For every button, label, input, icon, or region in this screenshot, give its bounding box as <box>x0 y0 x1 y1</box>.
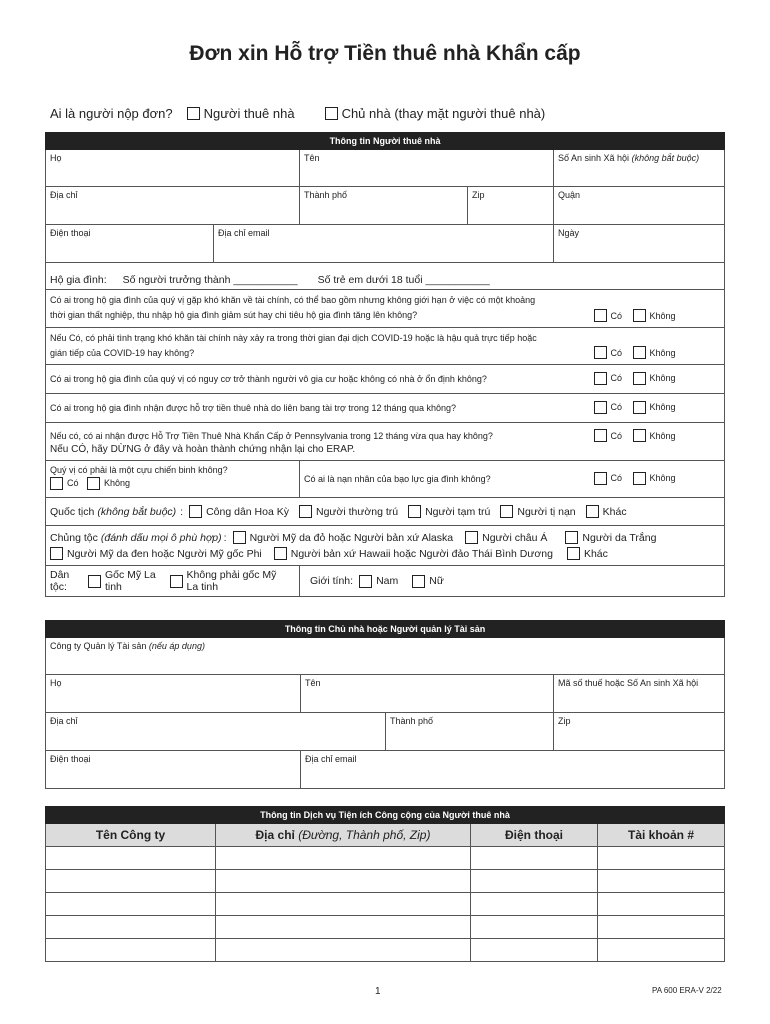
race-checkbox[interactable] <box>465 531 478 544</box>
federal-assistance-question: Có ai trong hộ gia đình nhận được hỗ trợ tiền thuê nhà do liên bang tài trợ trong 12 tháng qua không? <box>50 402 457 413</box>
veteran-no-label: Không <box>104 478 131 488</box>
applicant-question-row <box>50 106 545 121</box>
veteran-question: Quý vị có phải là một cựu chiến binh không? <box>50 465 228 475</box>
ethnicity-option[interactable] <box>88 569 160 593</box>
citizenship-row: Quốc tịch (không bắt buộc) : Công dân Hoa Kỳ Người thường trú Người tạm trú Người tị nạn Khác <box>50 505 627 518</box>
household-adults[interactable]: Số người trưởng thành ___________ <box>122 274 298 286</box>
federal-no-label: Không <box>649 402 676 412</box>
citizenship-option-label: Công dân Hoa Kỳ <box>206 505 289 518</box>
violence-question: Có ai là nạn nhân của bạo lực gia đình không? <box>304 473 491 484</box>
covid-question: Nếu Có, có phải tình trạng khó khăn tài chính này xảy ra trong thời gian đại dịch COVID-19 hoặc là hậu quả trực tiếp hoặc gián tiếp của COVID-19 hay không? <box>50 333 537 358</box>
tenant-first-name-field[interactable] <box>300 150 554 187</box>
covid-no-label: Không <box>649 347 676 358</box>
race-option-label: Người Mỹ da đỏ hoặc Người bản xứ Alaska <box>249 531 454 544</box>
covid-yes-checkbox[interactable] <box>594 346 607 359</box>
tenant-info-table <box>45 132 725 597</box>
race-checkbox[interactable] <box>50 547 63 560</box>
race-checkbox[interactable] <box>233 531 246 544</box>
hardship-no-option[interactable] <box>633 309 676 322</box>
federal-yes-label: Có <box>610 402 623 412</box>
utility-info-table <box>45 806 725 962</box>
tenant-zip-field[interactable] <box>468 187 554 225</box>
erap-yes-label: Có <box>610 430 623 441</box>
citizenship-checkbox[interactable] <box>586 505 599 518</box>
gender-option[interactable] <box>359 575 398 588</box>
gender-option-label: Nữ <box>429 575 444 587</box>
landlord-city-field[interactable] <box>386 713 554 751</box>
tenant-address-field[interactable] <box>46 187 300 225</box>
race-option[interactable] <box>465 530 547 546</box>
federal-yes-option[interactable] <box>594 401 623 414</box>
tenant-section-header: Thông tin Người thuê nhà <box>46 133 725 150</box>
tenant-county-label: Quận <box>558 190 581 200</box>
landlord-section-header: Thông tin Chủ nhà hoặc Người quản lý Tài sản <box>46 621 725 638</box>
erap-stop-note: Nếu CÓ, hãy DỪNG ở đây và hoàn thành chứng nhận lại cho ERAP. <box>50 444 356 455</box>
landlord-last-name-label: Họ <box>50 678 62 688</box>
race-option[interactable] <box>565 530 656 546</box>
landlord-tax-id-field[interactable] <box>554 675 725 713</box>
federal-no-option[interactable] <box>633 401 676 414</box>
race-checkbox[interactable] <box>565 531 578 544</box>
ethnicity-label: Dân tộc: <box>50 569 70 593</box>
utility-row <box>46 893 725 916</box>
landlord-first-name-field[interactable] <box>301 675 554 713</box>
citizenship-option[interactable] <box>586 505 627 518</box>
hardship-no-label: Không <box>649 310 676 321</box>
citizenship-checkbox[interactable] <box>189 505 202 518</box>
utility-col-address-label: Địa chỉ <box>255 828 295 842</box>
utility-cell[interactable] <box>598 916 725 939</box>
utility-cell[interactable] <box>46 870 216 893</box>
violence-yes-label: Có <box>610 473 623 483</box>
erap-no-option[interactable] <box>633 429 676 442</box>
tenant-last-name-field[interactable] <box>46 150 300 187</box>
citizenship-option[interactable] <box>500 505 575 518</box>
race-option[interactable] <box>233 530 454 546</box>
gender-option-label: Nam <box>376 575 399 587</box>
veteran-yes-label: Có <box>67 478 79 488</box>
tenant-date-label: Ngày <box>558 228 580 238</box>
utility-row <box>46 916 725 939</box>
applicant-tenant-option[interactable] <box>187 106 295 121</box>
gender-checkbox[interactable] <box>359 575 372 588</box>
race-label: Chủng tộc <box>50 531 98 544</box>
utility-cell[interactable] <box>471 870 598 893</box>
covid-no-option[interactable] <box>633 346 676 359</box>
ethnicity-checkbox[interactable] <box>88 575 101 588</box>
utility-row <box>46 939 725 962</box>
landlord-email-field[interactable] <box>301 751 725 789</box>
landlord-address-label: Địa chỉ <box>50 716 78 726</box>
landlord-address-field[interactable] <box>46 713 386 751</box>
erap-no-checkbox[interactable] <box>633 429 646 442</box>
landlord-first-name-label: Tên <box>305 678 321 688</box>
household-children[interactable]: Số trẻ em dưới 18 tuổi ___________ <box>317 274 490 286</box>
homeless-yes-label: Có <box>610 373 623 383</box>
utility-row <box>46 847 725 870</box>
erap-yes-checkbox[interactable] <box>594 429 607 442</box>
race-option[interactable] <box>274 546 553 562</box>
veteran-no-option[interactable] <box>87 477 130 490</box>
violence-no-label: Không <box>649 473 676 483</box>
applicant-tenant-label: Người thuê nhà <box>203 106 295 121</box>
utility-col-address <box>216 824 471 847</box>
citizenship-option-label: Người tạm trú <box>425 505 491 518</box>
household-label: Hộ gia đình: <box>50 274 107 286</box>
utility-section-header: Thông tin Dịch vụ Tiện ích Công cộng của Người thuê nhà <box>46 807 725 824</box>
race-option-label: Khác <box>583 547 608 560</box>
utility-cell[interactable] <box>216 870 471 893</box>
citizenship-option-label: Khác <box>602 505 627 518</box>
citizenship-checkbox[interactable] <box>500 505 513 518</box>
erap-no-label: Không <box>649 430 676 441</box>
landlord-phone-label: Điện thoại <box>50 754 91 764</box>
utility-cell[interactable] <box>216 916 471 939</box>
hardship-yes-option[interactable] <box>594 309 623 322</box>
covid-yes-option[interactable] <box>594 346 623 359</box>
utility-cell[interactable] <box>598 893 725 916</box>
violence-no-checkbox[interactable] <box>633 472 646 485</box>
tenant-ssn-note: (không bắt buộc) <box>631 153 700 163</box>
tenant-city-field[interactable] <box>300 187 468 225</box>
race-checkbox[interactable] <box>274 547 287 560</box>
homeless-yes-option[interactable] <box>594 372 623 385</box>
utility-cell[interactable] <box>598 939 725 962</box>
utility-cell[interactable] <box>46 939 216 962</box>
homeless-yes-checkbox[interactable] <box>594 372 607 385</box>
violence-yes-checkbox[interactable] <box>594 472 607 485</box>
citizenship-checkbox[interactable] <box>408 505 421 518</box>
utility-row <box>46 870 725 893</box>
gender-label: Giới tính: <box>310 575 354 587</box>
tenant-ssn-field[interactable] <box>554 150 725 187</box>
race-option[interactable] <box>567 546 608 562</box>
homeless-question: Có ai trong hộ gia đình của quý vị có nguy cơ trở thành người vô gia cư hoặc không có nhà ở ổn định không? <box>50 373 487 384</box>
covid-yes-label: Có <box>610 347 623 358</box>
tenant-email-field[interactable] <box>214 225 554 263</box>
form-title: Đơn xin Hỗ trợ Tiền thuê nhà Khẩn cấp <box>189 42 581 65</box>
citizenship-option[interactable] <box>299 505 398 518</box>
utility-cell[interactable] <box>216 939 471 962</box>
form-code: PA 600 ERA-V 2/22 <box>652 986 722 995</box>
ethnicity-checkbox[interactable] <box>170 575 183 588</box>
applicant-tenant-checkbox[interactable] <box>187 107 200 120</box>
hardship-no-checkbox[interactable] <box>633 309 646 322</box>
utility-col-account: Tài khoản # <box>598 824 725 847</box>
landlord-tax-id-label: Mã số thuế hoặc Số An sinh Xã hội <box>558 678 699 688</box>
landlord-company-note: (nếu áp dụng) <box>148 641 205 651</box>
homeless-no-checkbox[interactable] <box>633 372 646 385</box>
utility-cell[interactable] <box>216 893 471 916</box>
citizenship-label: Quốc tịch <box>50 505 95 518</box>
race-option-label: Người bản xứ Hawaii hoặc Người đảo Thái Bình Dương <box>290 547 553 560</box>
landlord-company-label: Công ty Quản lý Tài sản <box>50 641 147 651</box>
race-row-1: Chủng tộc (đánh dấu mọi ô phù hợp) : Người Mỹ da đỏ hoặc Người bản xứ Alaska Người châu Á Người da Trắng <box>50 531 657 544</box>
applicant-landlord-checkbox[interactable] <box>325 107 338 120</box>
veteran-no-checkbox[interactable] <box>87 477 100 490</box>
race-note: (đánh dấu mọi ô phù hợp) <box>100 531 222 544</box>
hardship-yes-checkbox[interactable] <box>594 309 607 322</box>
homeless-no-label: Không <box>649 373 676 383</box>
tenant-last-name-label: Họ <box>50 153 62 163</box>
tenant-first-name-label: Tên <box>304 153 320 163</box>
race-row-2 <box>50 546 720 562</box>
homeless-no-option[interactable] <box>633 372 676 385</box>
ethnicity-option-label: Không phải gốc Mỹ La tinh <box>186 569 277 593</box>
erap-question: Nếu có, có ai nhận được Hỗ Trợ Tiền Thuê Nhà Khẩn Cấp ở Pennsylvania trong 12 tháng vừa qua hay không? <box>50 431 493 441</box>
applicant-question: Ai là người nộp đơn? <box>50 106 173 121</box>
applicant-landlord-label: Chủ nhà (thay mặt người thuê nhà) <box>341 106 546 121</box>
violence-no-option[interactable] <box>633 472 676 485</box>
landlord-phone-field[interactable] <box>46 751 301 789</box>
covid-no-checkbox[interactable] <box>633 346 646 359</box>
landlord-city-label: Thành phố <box>390 716 434 726</box>
race-option[interactable] <box>50 546 262 562</box>
landlord-zip-label: Zip <box>558 716 571 726</box>
citizenship-checkbox[interactable] <box>299 505 312 518</box>
page-number: 1 <box>375 986 381 997</box>
tenant-city-label: Thành phố <box>304 190 348 200</box>
erap-yes-option[interactable] <box>594 429 623 442</box>
utility-col-address-note: (Đường, Thành phố, Zip) <box>298 828 431 842</box>
utility-col-phone: Điện thoại <box>471 824 598 847</box>
ethnicity-option[interactable] <box>170 569 285 593</box>
household-row <box>50 274 720 286</box>
tenant-date-field[interactable] <box>554 225 725 263</box>
landlord-last-name-field[interactable] <box>46 675 301 713</box>
landlord-zip-field[interactable] <box>554 713 725 751</box>
veteran-yes-option[interactable] <box>50 477 79 490</box>
hardship-question: Có ai trong hộ gia đình của quý vị gặp khó khăn về tài chính, có thể bao gồm nhưng không giới hạn ở việc có một khoảng thời gian thất nghiệp, thu nhập hộ gia đình giảm sút hay chi tiêu hộ gia đình tăng lên không? <box>50 295 536 320</box>
citizenship-option-label: Người thường trú <box>315 505 399 518</box>
tenant-phone-field[interactable] <box>46 225 214 263</box>
federal-yes-checkbox[interactable] <box>594 401 607 414</box>
utility-cell[interactable] <box>471 893 598 916</box>
utility-col-company: Tên Công ty <box>46 824 216 847</box>
race-checkbox[interactable] <box>567 547 580 560</box>
landlord-info-table <box>45 620 725 789</box>
hardship-yes-label: Có <box>610 310 623 321</box>
federal-no-checkbox[interactable] <box>633 401 646 414</box>
gender-row <box>310 575 720 588</box>
race-option-label: Người da Trắng <box>582 531 657 544</box>
citizenship-note: (không bắt buộc) <box>97 505 177 518</box>
gender-option[interactable] <box>412 575 444 588</box>
citizenship-option-label: Người tị nạn <box>517 505 576 518</box>
applicant-landlord-option[interactable] <box>325 106 546 121</box>
utility-cell[interactable] <box>598 847 725 870</box>
utility-cell[interactable] <box>471 847 598 870</box>
tenant-county-field[interactable] <box>554 187 725 225</box>
gender-checkbox[interactable] <box>412 575 425 588</box>
ethnicity-option-label: Gốc Mỹ La tinh <box>104 569 156 593</box>
utility-cell[interactable] <box>46 847 216 870</box>
race-option-label: Người châu Á <box>482 531 548 544</box>
landlord-company-field[interactable] <box>46 638 725 675</box>
landlord-email-label: Địa chỉ email <box>305 754 357 764</box>
tenant-phone-label: Điện thoại <box>50 228 91 238</box>
tenant-zip-label: Zip <box>472 190 485 200</box>
tenant-email-label: Địa chỉ email <box>218 228 270 238</box>
utility-cell[interactable] <box>216 847 471 870</box>
utility-cell[interactable] <box>471 939 598 962</box>
ethnicity-row <box>50 569 295 593</box>
race-option-label: Người Mỹ da đen hoặc Người Mỹ gốc Phi <box>67 547 262 560</box>
tenant-address-label: Địa chỉ <box>50 190 78 200</box>
utility-cell[interactable] <box>46 893 216 916</box>
tenant-ssn-label: Số An sinh Xã hội <box>558 153 630 163</box>
citizenship-option[interactable] <box>408 505 490 518</box>
veteran-yes-checkbox[interactable] <box>50 477 63 490</box>
violence-yes-option[interactable] <box>594 472 623 485</box>
utility-cell[interactable] <box>598 870 725 893</box>
utility-cell[interactable] <box>471 916 598 939</box>
utility-cell[interactable] <box>46 916 216 939</box>
citizenship-option[interactable] <box>189 505 289 518</box>
